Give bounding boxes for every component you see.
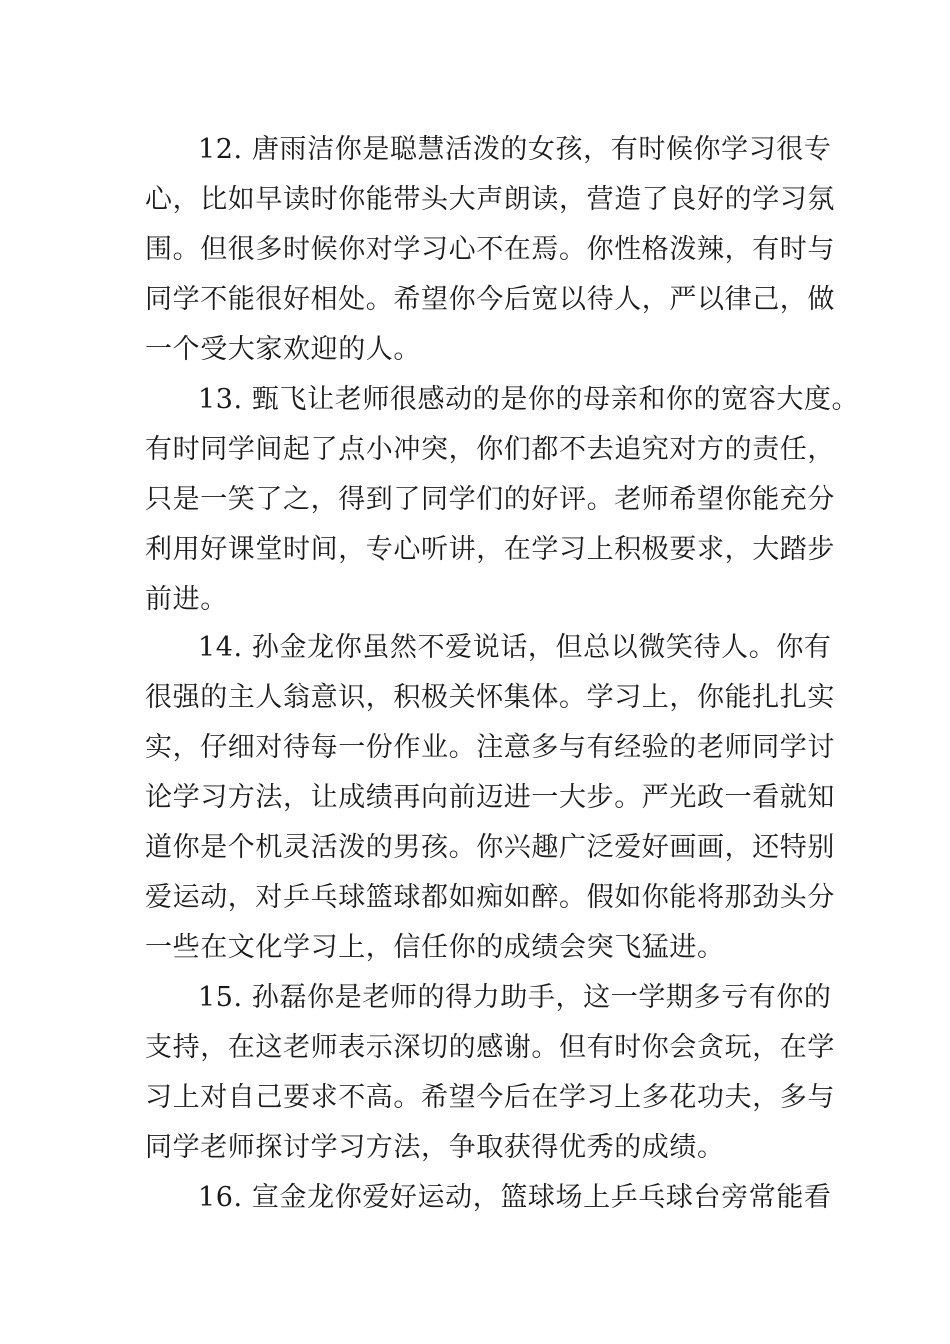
paragraph-14-line-4: 论学习方法，让成绩再向前迈进一大步。严光政一看就知 (145, 782, 835, 813)
paragraph-16-line-1: 16. 宣金龙你爱好运动，篮球场上乒乓球台旁常能看 (198, 1182, 832, 1213)
paragraph-15-line-1: 15. 孙磊你是老师的得力助手，这一学期多亏有你的 (198, 982, 832, 1013)
paragraph-14-line-7: 一些在文化学习上，信任你的成绩会突飞猛进。 (145, 932, 725, 963)
paragraph-13-line-4: 利用好课堂时间，专心听讲，在学习上积极要求，大踏步 (145, 534, 835, 565)
paragraph-12-line-5: 一个受大家欢迎的人。 (145, 334, 421, 365)
paragraph-14-line-3: 实，仔细对待每一份作业。注意多与有经验的老师同学讨 (145, 732, 835, 763)
paragraph-14-line-1: 14. 孙金龙你虽然不爱说话，但总以微笑待人。你有 (198, 632, 832, 663)
paragraph-12-line-1: 12. 唐雨洁你是聪慧活泼的女孩，有时候你学习很专 (198, 134, 832, 165)
paragraph-13-line-5: 前进。 (145, 584, 228, 615)
paragraph-12-line-4: 同学不能很好相处。希望你今后宽以待人，严以律己，做 (145, 284, 835, 315)
paragraph-14-line-5: 道你是个机灵活泼的男孩。你兴趣广泛爱好画画，还特别 (145, 832, 835, 863)
paragraph-12-line-3: 围。但很多时候你对学习心不在焉。你性格泼辣，有时与 (145, 234, 835, 265)
paragraph-14-line-6: 爱运动，对乒乓球篮球都如痴如醉。假如你能将那劲头分 (145, 882, 835, 913)
paragraph-13-line-3: 只是一笑了之，得到了同学们的好评。老师希望你能充分 (145, 484, 835, 515)
paragraph-15-line-4: 同学老师探讨学习方法，争取获得优秀的成绩。 (145, 1132, 725, 1163)
paragraph-14-line-2: 很强的主人翁意识，积极关怀集体。学习上，你能扎扎实 (145, 682, 835, 713)
paragraph-13-line-2: 有时同学间起了点小冲突，你们都不去追究对方的责任， (145, 434, 835, 465)
paragraph-15-line-2: 支持，在这老师表示深切的感谢。但有时你会贪玩，在学 (145, 1032, 835, 1063)
paragraph-12-line-2: 心，比如早读时你能带头大声朗读，营造了良好的学习氛 (145, 184, 835, 215)
paragraph-13-line-1: 13. 甄飞让老师很感动的是你的母亲和你的宽容大度。 (198, 384, 860, 415)
paragraph-15-line-3: 习上对自己要求不高。希望今后在学习上多花功夫，多与 (145, 1082, 835, 1113)
